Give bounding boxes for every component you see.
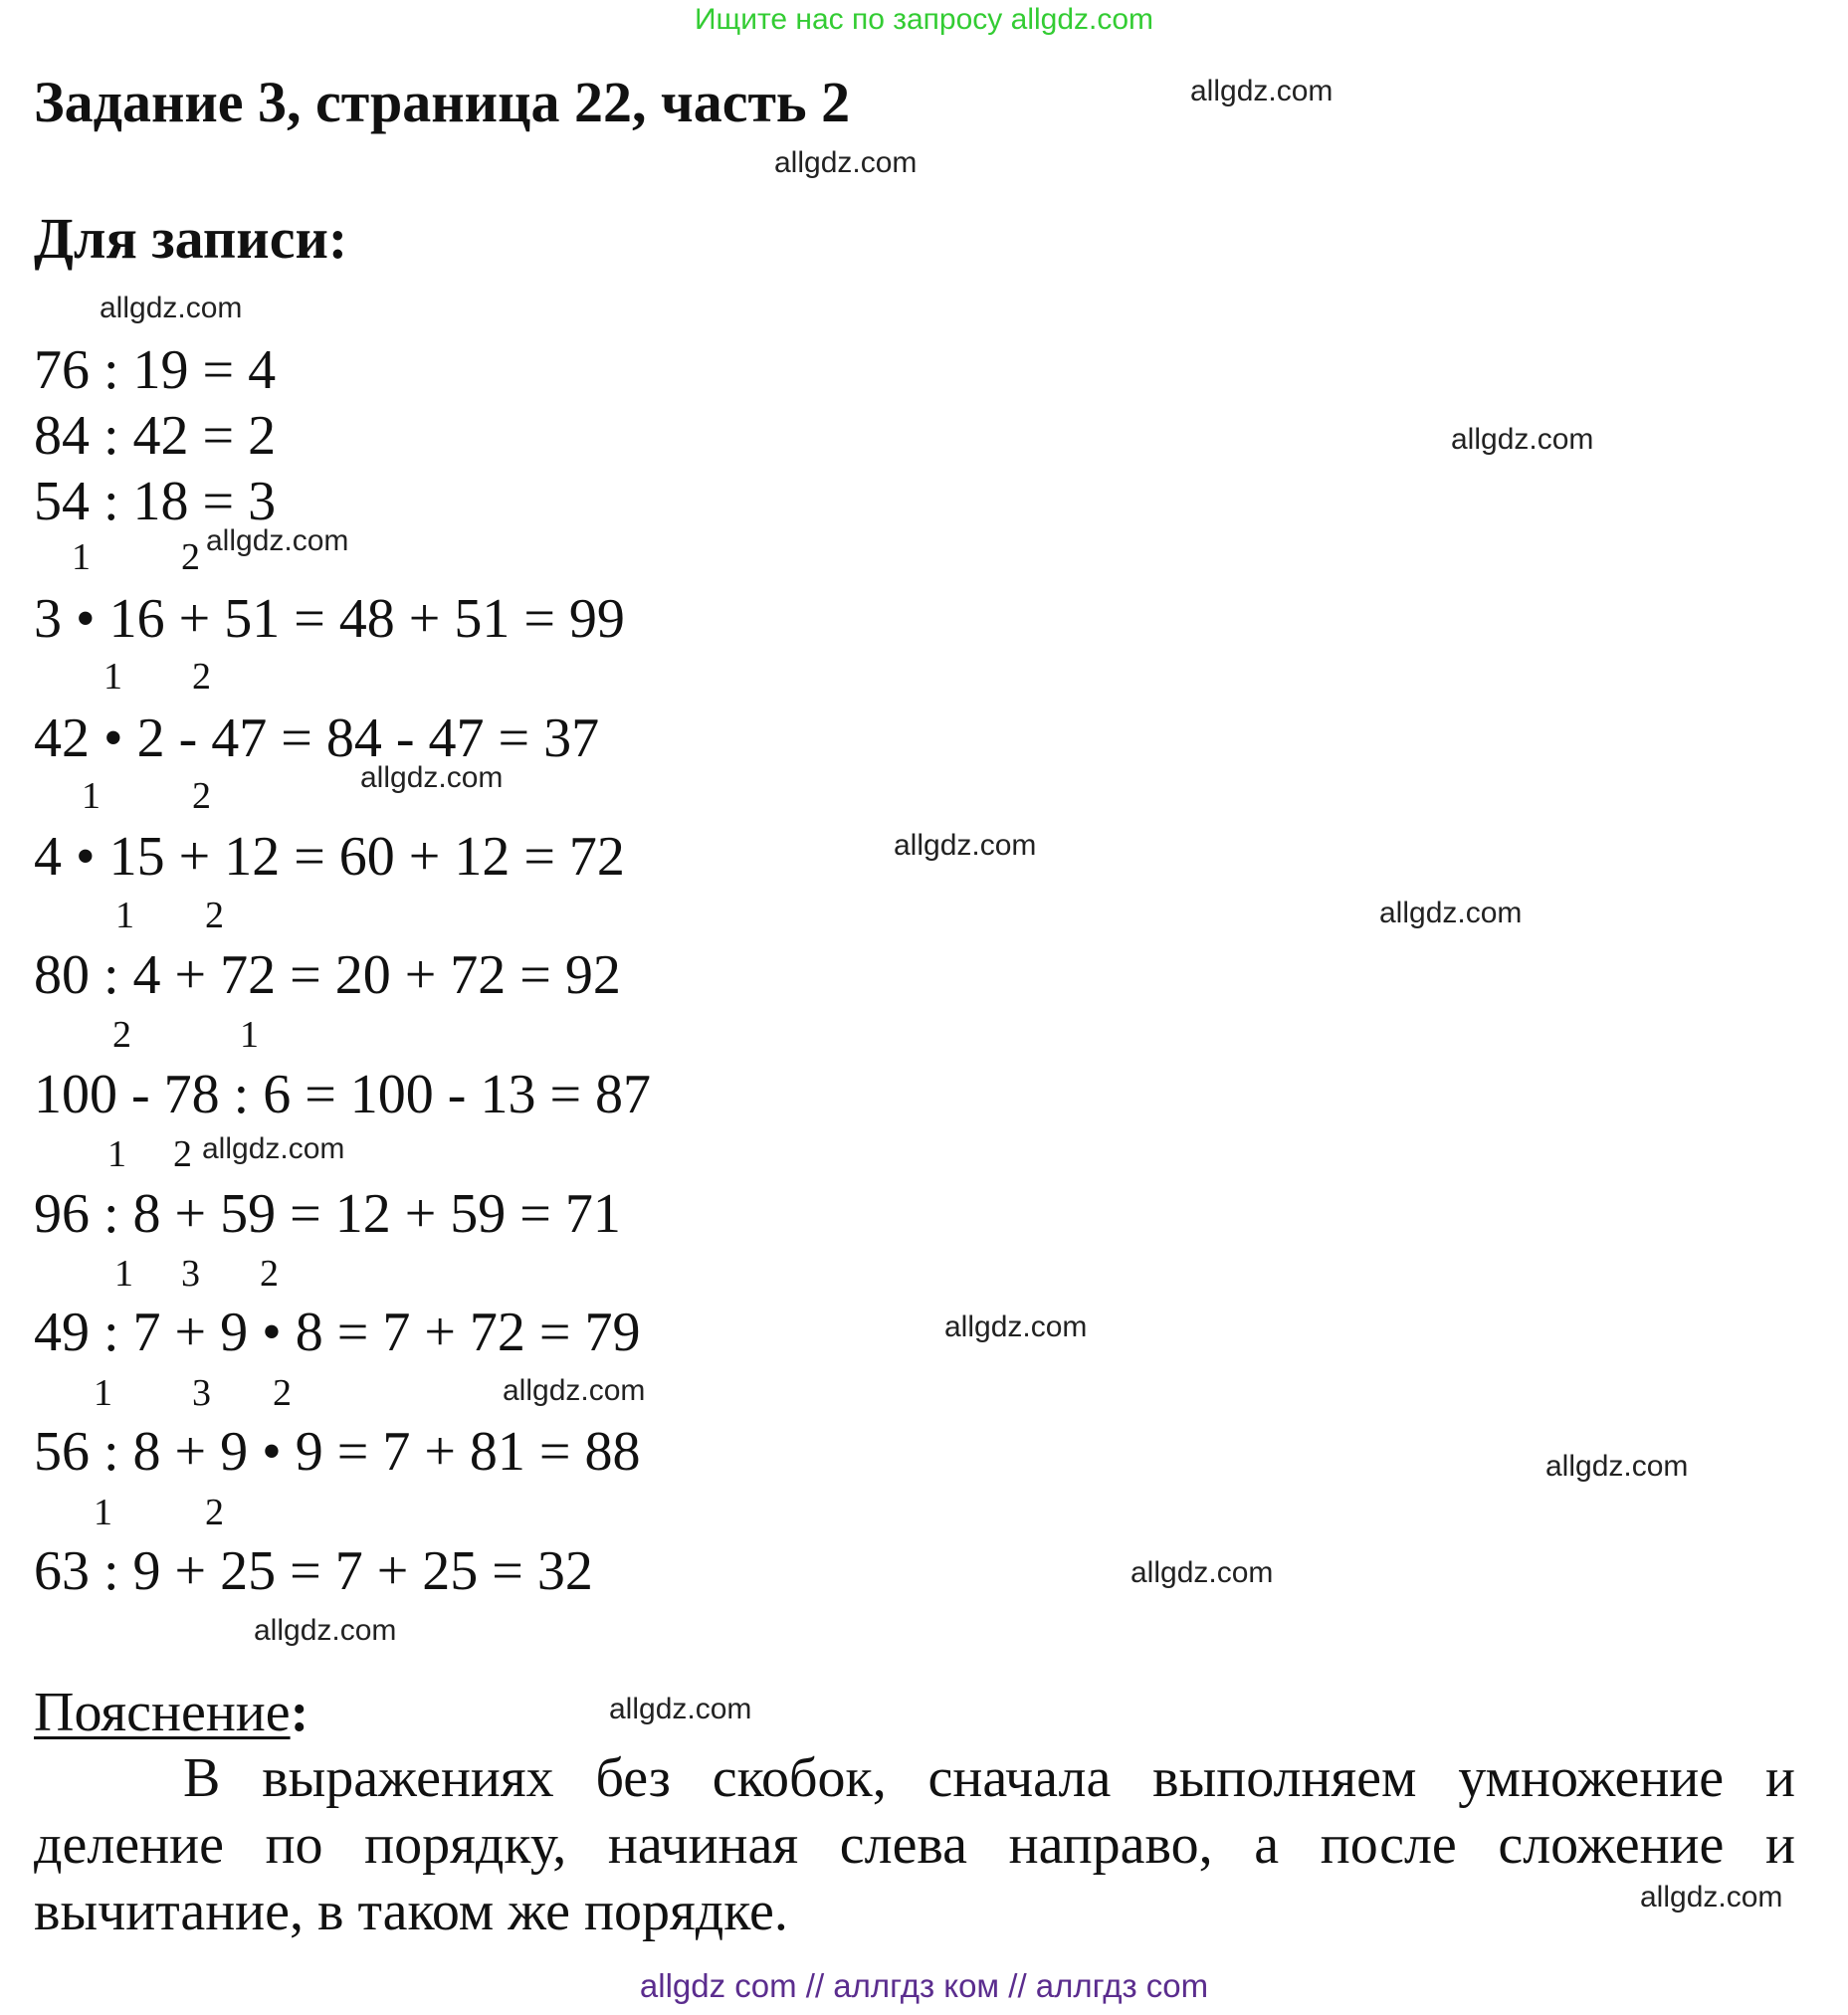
order-number: 2 (205, 1492, 224, 1533)
watermark: allgdz.com (206, 524, 349, 557)
order-number: 2 (173, 1133, 192, 1175)
watermark: allgdz.com (202, 1132, 345, 1165)
equation-11: 56 : 8 + 9 • 9 = 7 + 81 = 88 (34, 1421, 641, 1483)
watermark: allgdz.com (1451, 423, 1594, 456)
equation-12: 63 : 9 + 25 = 7 + 25 = 32 (34, 1540, 593, 1602)
order-number: 1 (103, 656, 122, 698)
order-number: 1 (114, 1253, 133, 1295)
equation-3: 54 : 18 = 3 (34, 471, 277, 532)
order-number: 2 (112, 1014, 131, 1056)
watermark: allgdz.com (609, 1693, 752, 1725)
order-number: 2 (181, 536, 200, 578)
equation-8: 100 - 78 : 6 = 100 - 13 = 87 (34, 1064, 652, 1125)
equation-9: 96 : 8 + 59 = 12 + 59 = 71 (34, 1183, 621, 1245)
order-number: 1 (94, 1492, 112, 1533)
watermark: allgdz.com (360, 761, 504, 794)
order-number: 1 (94, 1372, 112, 1414)
search-banner: Ищите нас по запросу allgdz.com (694, 3, 1154, 36)
order-number: 1 (82, 775, 101, 817)
watermark: allgdz.com (774, 146, 918, 179)
order-number: 3 (192, 1372, 211, 1414)
task-title: Задание 3, страница 22, часть 2 (34, 70, 851, 134)
footer-links: allgdz com // аллгдз ком // аллгдз com (639, 1967, 1209, 2004)
equation-4: 3 • 16 + 51 = 48 + 51 = 99 (34, 588, 625, 650)
explanation-title-colon: : (290, 1682, 309, 1743)
watermark: allgdz.com (1640, 1881, 1783, 1914)
order-number: 2 (205, 895, 224, 936)
watermark: allgdz.com (100, 292, 243, 324)
section-heading: Для записи: (34, 206, 348, 271)
order-number: 2 (273, 1372, 292, 1414)
explanation-text: В выражениях без скобок, сначала выполняем умножение и деление по порядку, начиная слева направо, а после сложение и вычитание, в таком же порядке. (34, 1747, 1795, 1942)
order-number: 1 (107, 1133, 126, 1175)
watermark: allgdz.com (1379, 897, 1523, 929)
order-number: 2 (260, 1253, 279, 1295)
equation-10: 49 : 7 + 9 • 8 = 7 + 72 = 79 (34, 1302, 641, 1363)
order-number: 1 (115, 895, 134, 936)
explanation-title-text: Пояснение (34, 1682, 291, 1743)
watermark: allgdz.com (254, 1614, 397, 1647)
order-number: 2 (192, 775, 211, 817)
watermark: allgdz.com (503, 1374, 646, 1407)
order-number: 3 (181, 1253, 200, 1295)
order-number: 2 (192, 656, 211, 698)
watermark: allgdz.com (1190, 75, 1334, 107)
explanation-title (34, 1680, 308, 1745)
equation-1: 76 : 19 = 4 (34, 339, 277, 401)
watermark: allgdz.com (1545, 1450, 1689, 1483)
watermark: allgdz.com (944, 1310, 1088, 1343)
order-number: 1 (72, 536, 91, 578)
order-number: 1 (240, 1014, 259, 1056)
equation-6: 4 • 15 + 12 = 60 + 12 = 72 (34, 826, 625, 888)
equation-2: 84 : 42 = 2 (34, 405, 277, 467)
equation-5: 42 • 2 - 47 = 84 - 47 = 37 (34, 707, 600, 769)
watermark: allgdz.com (894, 829, 1037, 862)
equation-7: 80 : 4 + 72 = 20 + 72 = 92 (34, 944, 621, 1006)
watermark: allgdz.com (1130, 1556, 1274, 1589)
